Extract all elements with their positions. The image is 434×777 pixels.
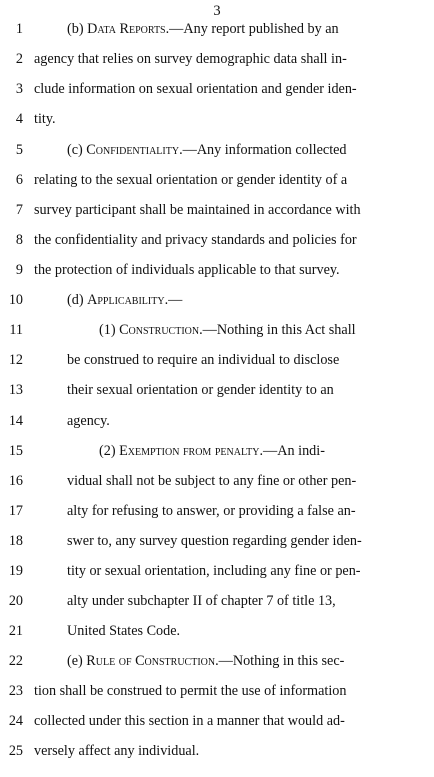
line-number: 21 bbox=[8, 623, 23, 639]
text-segment: swer to, any survey question regarding gender iden- bbox=[67, 533, 362, 549]
text-segment: versely affect any individual. bbox=[34, 743, 200, 759]
text-segment: .—An indi- bbox=[259, 443, 325, 459]
text-segment: vidual shall not be subject to any fine or other pen- bbox=[67, 473, 357, 489]
bill-line bbox=[0, 349, 434, 371]
bill-line bbox=[0, 139, 434, 161]
text-segment: (e) bbox=[67, 653, 87, 669]
line-number: 22 bbox=[8, 653, 23, 669]
text-segment: United States Code. bbox=[67, 623, 181, 639]
text-segment: (1) bbox=[99, 322, 120, 338]
bill-line bbox=[0, 680, 434, 702]
line-text bbox=[99, 319, 356, 341]
bill-line bbox=[0, 199, 434, 221]
text-segment: (d) bbox=[67, 292, 88, 308]
line-text bbox=[67, 349, 339, 371]
text-segment: .—Nothing in this Act shall bbox=[199, 322, 356, 338]
text-segment: clude information on sexual orientation and gender iden- bbox=[34, 81, 357, 97]
bill-line bbox=[0, 410, 434, 432]
text-segment: the protection of individuals applicable to that survey. bbox=[34, 262, 340, 278]
bill-line bbox=[0, 590, 434, 612]
bill-line bbox=[0, 710, 434, 732]
text-segment: alty under subchapter II of chapter 7 of title 13, bbox=[67, 593, 336, 609]
line-text bbox=[34, 680, 346, 702]
line-text bbox=[34, 710, 345, 732]
bill-line bbox=[0, 319, 434, 341]
line-text bbox=[67, 18, 339, 40]
line-text bbox=[67, 560, 361, 582]
bill-line bbox=[0, 650, 434, 672]
text-segment: .—Any information collected bbox=[179, 142, 347, 158]
bill-line bbox=[0, 18, 434, 40]
line-number: 20 bbox=[8, 593, 23, 609]
line-text bbox=[67, 650, 344, 672]
bill-line bbox=[0, 560, 434, 582]
line-text bbox=[67, 590, 336, 612]
text-segment: agency that relies on survey demographic data shall in- bbox=[34, 51, 347, 67]
line-number: 4 bbox=[15, 111, 23, 127]
section-heading: Construction bbox=[119, 322, 200, 338]
text-segment: agency. bbox=[67, 413, 110, 429]
line-number: 5 bbox=[15, 142, 23, 158]
line-number: 17 bbox=[8, 503, 23, 519]
text-segment: (c) bbox=[67, 142, 87, 158]
line-number: 7 bbox=[15, 202, 23, 218]
line-text bbox=[34, 169, 347, 191]
bill-line bbox=[0, 78, 434, 100]
bill-line bbox=[0, 620, 434, 642]
bill-line bbox=[0, 48, 434, 70]
line-text bbox=[34, 78, 357, 100]
line-text bbox=[67, 530, 362, 552]
bill-line bbox=[0, 169, 434, 191]
text-segment: their sexual orientation or gender identity to an bbox=[67, 382, 334, 398]
section-heading: Confidentiality bbox=[86, 142, 180, 158]
line-number: 9 bbox=[15, 262, 23, 278]
text-segment: relating to the sexual orientation or gender identity of a bbox=[34, 172, 348, 188]
bill-line bbox=[0, 108, 434, 130]
bill-line bbox=[0, 470, 434, 492]
line-text bbox=[34, 229, 357, 251]
section-heading: Applicability bbox=[87, 292, 165, 308]
text-segment: alty for refusing to answer, or providing a false an- bbox=[67, 503, 356, 519]
text-segment: collected under this section in a manner that would ad- bbox=[34, 713, 345, 729]
line-text bbox=[34, 259, 340, 281]
line-text bbox=[67, 620, 180, 642]
line-number: 18 bbox=[8, 533, 23, 549]
line-text bbox=[67, 500, 356, 522]
line-text bbox=[34, 108, 56, 130]
text-segment: (2) bbox=[99, 443, 120, 459]
line-number: 13 bbox=[8, 382, 23, 398]
text-segment: tity or sexual orientation, including any fine or pen- bbox=[67, 563, 361, 579]
page-number: 3 bbox=[213, 3, 221, 19]
line-number: 6 bbox=[15, 172, 23, 188]
line-number: 15 bbox=[8, 443, 23, 459]
text-segment: survey participant shall be maintained in accordance with bbox=[34, 202, 361, 218]
line-number: 3 bbox=[15, 81, 23, 97]
line-number: 11 bbox=[9, 322, 23, 338]
line-text bbox=[67, 470, 356, 492]
text-segment: the confidentiality and privacy standards and policies for bbox=[34, 232, 357, 248]
line-text bbox=[67, 410, 110, 432]
line-text bbox=[67, 139, 347, 161]
text-segment: (b) bbox=[67, 21, 88, 37]
line-text bbox=[99, 440, 325, 462]
bill-line bbox=[0, 229, 434, 251]
text-segment: be construed to require an individual to disclose bbox=[67, 352, 340, 368]
line-text bbox=[34, 199, 361, 221]
section-heading: Exemption from penalty bbox=[119, 443, 260, 459]
line-number: 25 bbox=[8, 743, 23, 759]
bill-line bbox=[0, 740, 434, 762]
line-number: 10 bbox=[8, 292, 23, 308]
bill-line bbox=[0, 379, 434, 401]
line-text bbox=[34, 48, 347, 70]
bill-line bbox=[0, 289, 434, 311]
line-number: 14 bbox=[8, 413, 23, 429]
bill-line bbox=[0, 259, 434, 281]
bill-line bbox=[0, 500, 434, 522]
line-number: 12 bbox=[8, 352, 23, 368]
bill-line bbox=[0, 530, 434, 552]
bill-line bbox=[0, 440, 434, 462]
text-segment: tion shall be construed to permit the use of information bbox=[34, 683, 347, 699]
text-segment: .—Nothing in this sec- bbox=[215, 653, 345, 669]
line-number: 16 bbox=[8, 473, 23, 489]
text-segment: .—Any report published by an bbox=[165, 21, 339, 37]
section-heading: Data Reports bbox=[87, 21, 166, 37]
line-number: 23 bbox=[8, 683, 23, 699]
section-heading: Rule of Construction bbox=[86, 653, 216, 669]
line-number: 8 bbox=[15, 232, 23, 248]
text-segment: .— bbox=[164, 292, 183, 308]
line-number: 1 bbox=[15, 21, 23, 37]
line-number: 24 bbox=[8, 713, 23, 729]
line-text bbox=[34, 740, 199, 762]
line-text bbox=[67, 289, 182, 311]
line-number: 19 bbox=[8, 563, 23, 579]
line-number: 2 bbox=[15, 51, 23, 67]
line-text bbox=[67, 379, 334, 401]
text-segment: tity. bbox=[34, 111, 56, 127]
